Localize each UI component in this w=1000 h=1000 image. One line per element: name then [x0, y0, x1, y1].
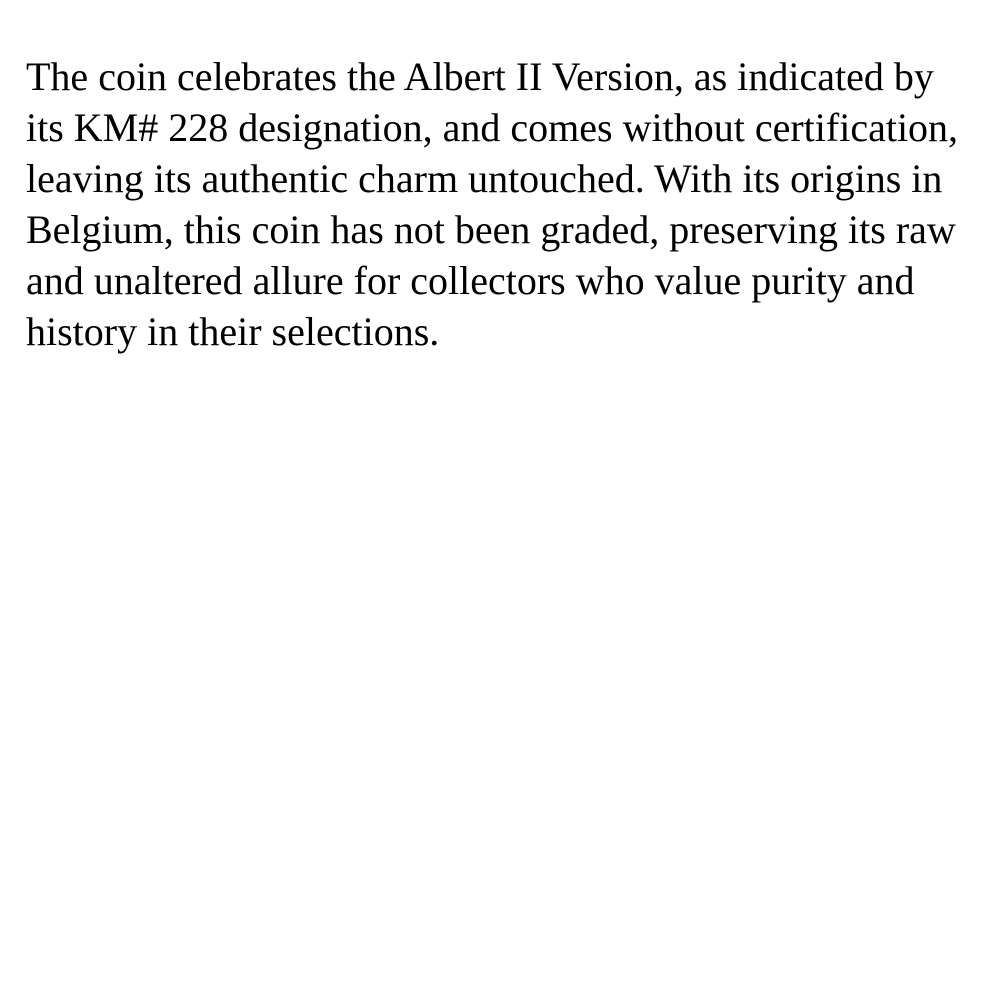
description-paragraph: The coin celebrates the Albert II Version, as indicated by its KM# 228 designation, and comes without certification, leaving its authentic charm untouched. With its origins in Belgium, this coin has not been graded, preserving its raw and unaltered allure for collectors who value purity and history in their selections.	[26, 54, 959, 354]
